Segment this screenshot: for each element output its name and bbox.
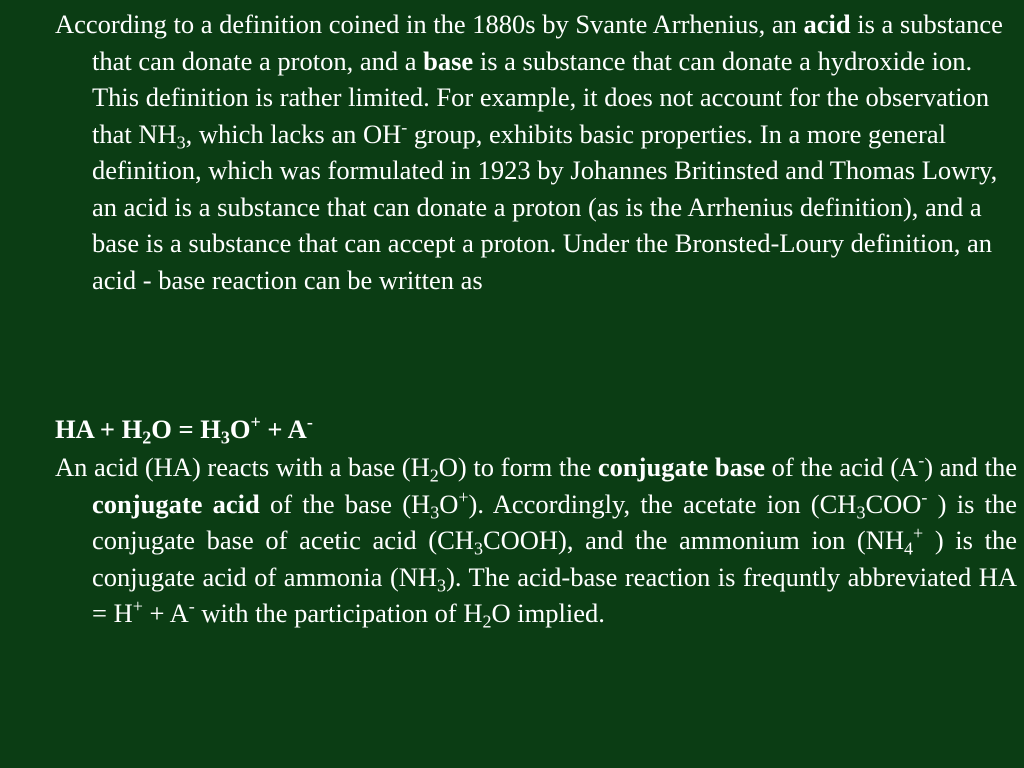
text-run: ) and the (924, 452, 1017, 482)
subscript: 3 (220, 427, 230, 448)
superscript: + (132, 596, 143, 617)
text-run: ) is the conjugate base of acetic acid (CH (92, 488, 1017, 555)
subscript: 3 (856, 501, 866, 522)
arrhenius-definition-paragraph (55, 6, 1017, 298)
conjugate-pairs-paragraph (55, 449, 1017, 632)
subscript: 2 (142, 427, 152, 448)
superscript: - (401, 116, 408, 137)
equation-run: HA + H (55, 414, 143, 444)
text-run: is a substance that can donate a proton, and a (92, 9, 1003, 76)
text-run: is a substance that can donate a hydroxide ion. This definition is rather limited. For example, it does not account for the observation that NH (92, 45, 990, 149)
text-run: ). Accordingly, the acetate ion (CH (468, 488, 857, 519)
subscript: 3 (176, 131, 186, 152)
text-run: of the acid (A (765, 452, 919, 482)
superscript: + (458, 486, 469, 507)
text-run: According to a definition coined in the 1880s by Svante Arrhenius, an (55, 9, 804, 39)
subscript: 2 (429, 465, 439, 486)
text-run: O (439, 488, 459, 519)
subscript: 3 (430, 501, 440, 522)
text-run: ). The acid-base reaction is frequntly abbreviated HA = H (92, 561, 1017, 628)
text-run: with the participation of H (194, 598, 483, 628)
text-run: , which lacks an OH (185, 118, 402, 149)
subscript: 4 (904, 538, 914, 559)
text-run: COOH), and the ammonium ion (NH (482, 525, 905, 555)
term-conjugate-base: conjugate base (597, 452, 765, 482)
subscript: 2 (482, 611, 492, 632)
text-run: COO (865, 488, 922, 519)
superscript: - (918, 450, 925, 471)
superscript: + (250, 412, 261, 433)
subscript: 3 (473, 538, 483, 559)
text-run: + A (142, 598, 189, 628)
superscript: + (913, 523, 924, 544)
equation-run: O (229, 414, 251, 444)
term-base: base (423, 45, 474, 76)
term-acid: acid (803, 9, 851, 39)
text-run: group, exhibits basic properties. In a more general definition, which was formulated in 1923 by Johannes Britinsted and Thomas Lowry, an acid is a substance that can donate a proton (as is the Arrhenius definition), and a base is a substance that can accept a proton. Under the Bronsted-Loury definition, an acid - base reaction can be written as (92, 118, 998, 295)
text-run: An acid (HA) reacts with a base (H (55, 452, 430, 482)
equation-run: O = H (151, 414, 221, 444)
text-run: of the base (H (259, 488, 431, 519)
superscript: - (306, 412, 313, 433)
superscript: - (188, 596, 195, 617)
subscript: 3 (437, 574, 447, 595)
equation-run: + A (260, 414, 307, 444)
term-conjugate-acid: conjugate acid (92, 488, 260, 519)
text-run: O implied. (491, 598, 605, 628)
superscript: - (921, 486, 928, 507)
text-run: O) to form the (438, 452, 598, 482)
acid-base-equation (55, 411, 1017, 448)
text-run: ) is the conjugate acid of ammonia (NH (92, 525, 1017, 592)
